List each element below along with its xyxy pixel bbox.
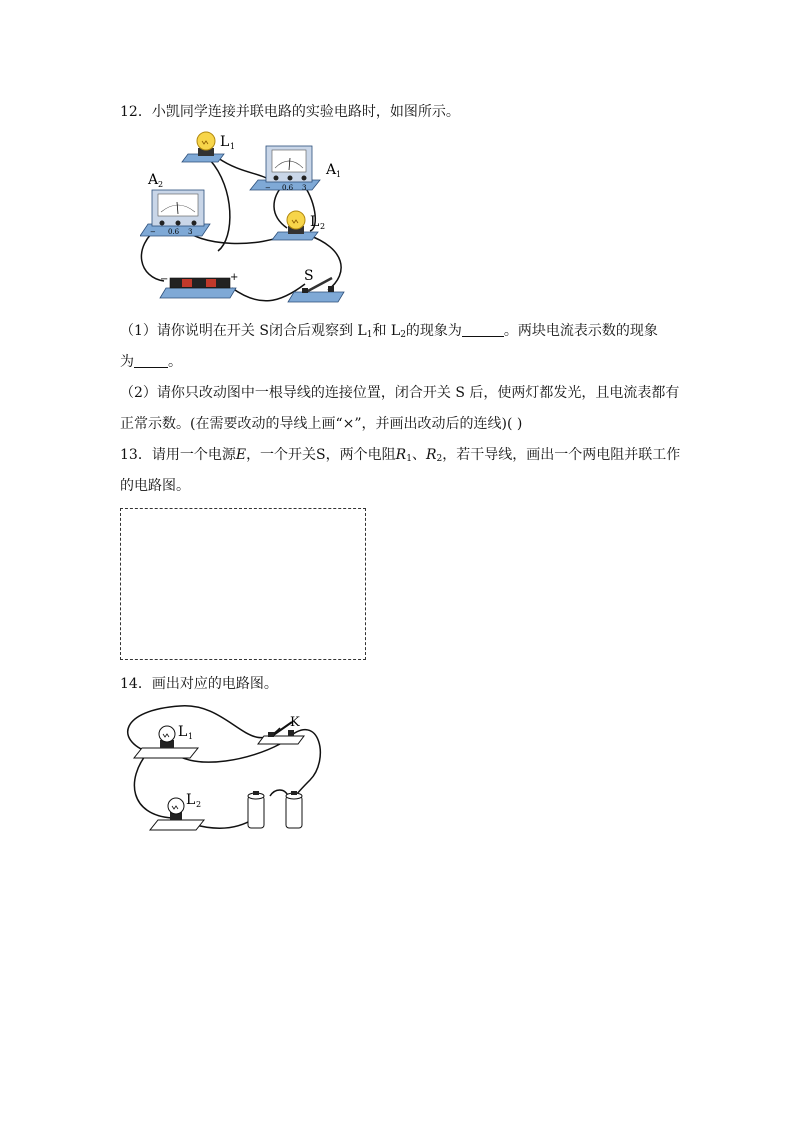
q12-circuit-figure [140,128,355,308]
lamp-l2-sub: 2 [320,222,326,231]
q12-part1-line1 [120,321,658,345]
a2-scale-3: 3 [188,228,193,236]
q12-stem: 12．小凯同学连接并联电路的实验电路时，如图所示。 [120,104,460,120]
answer-blank-1[interactable] [462,322,504,337]
lamp-l2-label: L [310,214,320,230]
a2-scale-06: 0.6 [168,228,180,236]
q13-b: ，一个开关S，两个电阻 [246,447,396,463]
q14-lamp-l1-label: L [178,724,188,740]
ammeter-a1-label: A [326,162,337,178]
ammeter-a1 [250,146,320,192]
ammeter-a2-label: A [148,172,159,188]
q12-p1-a: （1）请你说明在开关 S闭合后观察到 L [120,323,367,339]
wire-l1-a1 [218,158,270,180]
wire-l1-a2 [210,160,230,251]
q14-lamp-l2-label: L [186,792,196,808]
q14-switch-k-label: K [290,715,300,730]
q13-r2: R [425,447,437,463]
battery-plus: + [230,272,239,283]
q12-p1-e: 为 [120,354,134,370]
ammeter-a2-sub: 2 [158,180,164,189]
wire-l1-l2 [134,752,172,818]
q14-lamp-l2-sub: 2 [196,800,202,809]
q14-battery-2 [286,791,302,828]
switch-s-label: S [304,268,314,284]
q12-part2-line1: （2）请你只改动图中一根导线的连接位置，闭合开关 S 后，使两灯都发光，且电流表都有 [120,385,680,401]
q14-circuit-figure [120,700,325,840]
q13-sub2: 2 [436,454,443,464]
battery-holder [160,278,236,298]
answer-blank-2[interactable] [134,353,168,368]
q13-a: 13．请用一个电源 [120,447,236,463]
q14-battery-1 [248,791,264,828]
a1-scale-06: 0.6 [282,184,294,192]
q13-c: ，若干导线，画出一个两电阻并联工作 [442,447,681,463]
q13-line1 [120,445,680,469]
q13-sub1: 1 [406,454,412,464]
lamp-l1 [182,132,224,162]
q12-p1-f: 。 [168,354,182,370]
q14-lamp-l1-sub: 1 [188,732,194,741]
a1-scale-3: 3 [302,184,307,192]
a2-scale-minus: − [150,228,156,236]
q12-part2-line2: 正常示数。(在需要改动的导线上画“×”，并画出改动后的连线)( ) [120,416,523,432]
q12-p1-b: 和 L [372,323,401,339]
q12-p1-c: 的现象为 [405,323,462,339]
battery-minus: − [160,274,169,285]
q13-line2: 的电路图。 [120,478,190,494]
q12-part1-line2 [120,352,182,372]
wire-l1-switch [128,706,280,752]
lamp-l1-sub: 1 [230,142,236,151]
q14-stem: 14．画出对应的电路图。 [120,676,278,692]
q14-lamp-l1 [134,726,198,758]
q12-p1-d: 。两块电流表示数的现象 [503,323,658,339]
q12-p1-sub2: 2 [400,330,406,340]
lamp-l1-label: L [220,134,230,150]
ammeter-a1-sub: 1 [336,170,342,179]
q13-r1: R [395,447,407,463]
a1-scale-minus: − [265,184,271,192]
q13-sep: 、 [411,447,426,463]
q13-e: E [235,447,247,463]
ammeter-a2 [140,190,210,236]
q13-answer-box[interactable] [120,508,366,660]
q12-p1-sub1: 1 [366,330,373,340]
wire-battery-link [270,790,288,796]
